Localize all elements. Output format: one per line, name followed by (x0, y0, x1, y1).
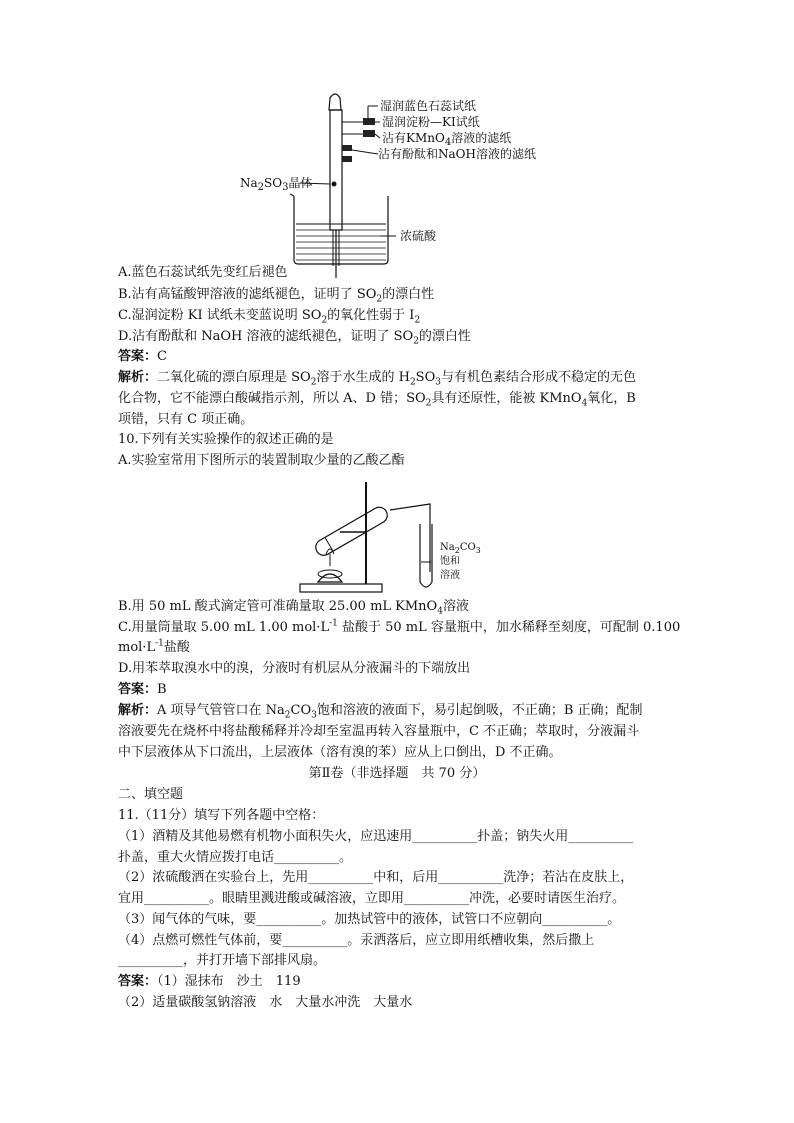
q11-stem: 11.（11分）填写下列各题中空格： (118, 808, 325, 823)
q9-answer: 答案：C (118, 349, 167, 364)
part2-heading: 第Ⅱ卷（非选择题 共 70 分） (308, 766, 486, 781)
q11-answer-1: 答案：（1）湿抹布 沙土 119 (118, 974, 301, 989)
label-saturated: 饱和 (440, 556, 460, 567)
q11-line-5: （3）闻气体的气味，要__________。加热试管中的液体，试管口不应朝向__________。 (118, 912, 621, 927)
q10-analysis-2: 溶液要先在烧杯中将盐酸稀释并冷却至室温再转入容量瓶中，C 不正确；萃取时，分液漏斗 (118, 724, 640, 739)
svg-text:Na2CO3: $Na_2CO_3$ (440, 542, 481, 555)
q11-line-3: （2）浓硫酸洒在实验台上，先用__________中和，后用__________洗净；若沾在皮肤上， (118, 870, 634, 885)
label-naoh-paper: 沾有酚酞和NaOH溶液的滤纸 (378, 147, 536, 161)
q11-line-4: 宜用__________。眼睛里溅进酸或碱溶液，立即用__________冲洗，必要时请医生治疗。 (118, 891, 626, 906)
section-title: 二、填空题 (118, 787, 184, 802)
q10-option-c-1: C.用量筒量取 5.00 mL 1.00 $mol\cdot L^{-1}$ 盐酸于 50 mL 容量瓶中，加水稀释至刻度，可配制 0.100 (118, 618, 681, 635)
q11-answer-2: （2）适量碳酸氢钠溶液 水 大量水冲洗 大量水 (118, 995, 413, 1010)
q9-option-d: D.沾有酚酞和 NaOH 溶液的滤纸褪色，证明了 $SO_2$的漂白性 (118, 329, 471, 347)
q9-option-c: C.湿润淀粉 KI 试纸未变蓝说明 $SO_2$的氧化性弱于 $I_2$ (118, 308, 421, 326)
q9-option-b: B.沾有高锰酸钾溶液的滤纸褪色，证明了 $SO_2$的漂白性 (118, 287, 435, 305)
q10-option-d: D.用苯萃取溴水中的溴，分液时有机层从分液漏斗的下端放出 (118, 661, 471, 676)
svg-text:沾有KMnO4溶液的滤纸: 沾有KMnO$_4$溶液的滤纸 (382, 131, 512, 148)
q9-analysis-1: 解析：二氧化硫的漂白原理是 $SO_2$溶于水生成的 $H_2SO_3$与有机色素结合形成不稳定的无色 (118, 370, 636, 388)
q11-line-7: __________，并打开墙下部排风扇。 (118, 953, 327, 968)
q11-line-1: （1）酒精及其他易燃有机物小面积失火，应迅速用__________扑盖；钠失火用__________ (118, 829, 634, 844)
q10-option-a: A.实验室常用下图所示的装置制取少量的乙酸乙酯 (118, 453, 405, 468)
q9-analysis-3: 项错，只有 C 项正确。 (118, 412, 254, 427)
q11-line-2: 扑盖，重大火情应拨打电话__________。 (118, 850, 353, 865)
q9-option-a: A.蓝色石蕊试纸先变红后褪色 (118, 265, 288, 280)
label-litmus: 湿润蓝色石蕊试纸 (380, 99, 477, 113)
ester-apparatus-figure (0, 474, 794, 604)
q10-stem: 10.下列有关实验操作的叙述正确的是 (118, 432, 334, 447)
q9-analysis-2: 化合物，它不能漂白酸碱指示剂，所以 A、D 错；$SO_2$具有还原性，能被 KMnO$_4$氧化，B (118, 391, 636, 409)
q10-analysis-3: 中下层液体从下口流出，上层液体（溶有溴的苯）应从上口倒出，D 不正确。 (118, 745, 562, 760)
q10-option-b: B.用 50 mL 酸式滴定管可准确量取 25.00 mL KMnO$_4$溶液 (118, 599, 469, 617)
label-conc-acid: 浓硫酸 (400, 229, 437, 243)
q10-answer: 答案：B (118, 682, 167, 697)
label-solution: 溶液 (440, 570, 460, 581)
q11-line-6: （4）点燃可燃性气体前，要__________。汞洒落后，应立即用纸槽收集，然后撒上 (118, 933, 595, 948)
label-na2so3: $Na_2SO_3$晶体 (240, 176, 313, 193)
label-ki-paper: 湿润淀粉—KI试纸 (382, 115, 480, 129)
q10-analysis-1: 解析：A 项导气管管口在 $Na_2CO_3$饱和溶液的液面下，易引起倒吸，不正确；B 正确；配制 (118, 703, 643, 721)
q10-option-c-2: $mol\cdot L^{-1}$盐酸 (118, 638, 190, 655)
